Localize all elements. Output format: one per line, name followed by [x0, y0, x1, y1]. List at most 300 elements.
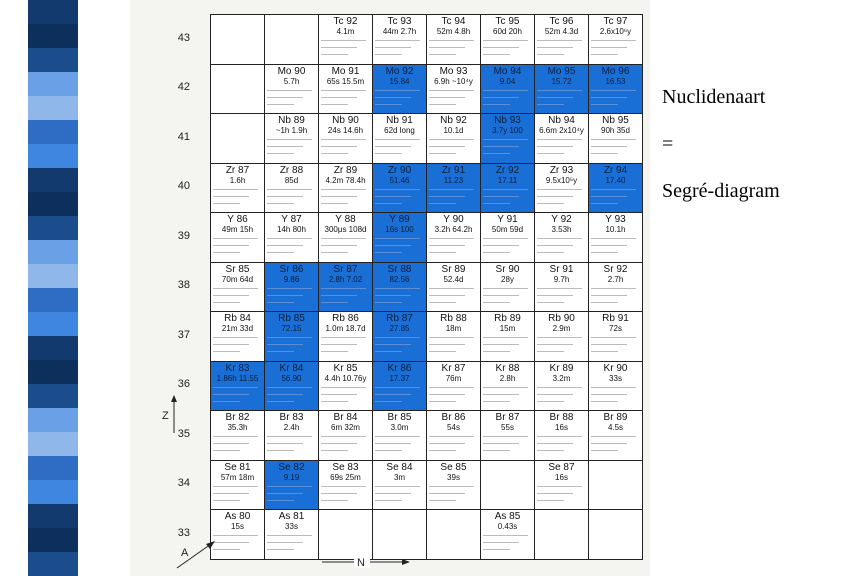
nuclide-cell	[426, 212, 481, 263]
decay-info-line	[213, 542, 249, 543]
nuclide-half-life: 6m 32m	[331, 423, 360, 432]
decay-info-line	[483, 196, 519, 197]
stripe-segment	[28, 144, 78, 168]
nuclide-cell	[372, 113, 427, 164]
nuclide-cell	[318, 361, 373, 412]
decay-info-line	[213, 302, 240, 303]
nuclide-cell	[210, 509, 265, 560]
nuclide-symbol: Y 87	[281, 214, 302, 225]
decay-info-line	[429, 238, 474, 239]
nuclide-half-life: 2.4h	[283, 423, 300, 432]
caption-equals: =	[662, 133, 674, 155]
nuclide-cell	[210, 262, 265, 313]
nuclide-cell	[534, 262, 589, 313]
decay-info-line	[267, 493, 303, 494]
decay-info-line	[591, 252, 618, 253]
decay-info-line	[591, 387, 636, 388]
nuclide-half-life: 72s	[609, 324, 622, 333]
decay-info-line	[537, 387, 582, 388]
decay-info-line	[591, 47, 627, 48]
nuclide-cell	[480, 113, 535, 164]
decay-info-line	[267, 486, 312, 487]
nuclide-half-life: 33s	[285, 522, 298, 531]
nuclide-half-life: 9.19	[283, 472, 300, 482]
decay-info-line	[483, 443, 519, 444]
decay-info-line	[537, 337, 582, 338]
stripe-segment	[28, 120, 78, 144]
nuclide-symbol: Sr 92	[603, 263, 628, 275]
decay-info-line	[429, 104, 456, 105]
decay-info-line	[267, 189, 312, 190]
decay-info-line	[213, 535, 258, 536]
nuclide-cell	[264, 113, 319, 164]
decay-info-line	[267, 535, 312, 536]
decay-info-line	[321, 387, 366, 388]
nuclide-symbol: Rb 90	[548, 313, 575, 324]
decay-info-line	[537, 493, 573, 494]
decay-info-line	[537, 54, 564, 55]
nuclide-symbol: Zr 88	[279, 164, 304, 176]
nuclide-cell	[318, 460, 373, 511]
nuclide-symbol: As 80	[224, 511, 251, 522]
decay-info-line	[375, 344, 411, 345]
nuclide-cell	[372, 361, 427, 412]
decay-info-line	[483, 203, 510, 204]
decay-info-line	[375, 351, 402, 352]
nuclide-half-life: 60d 20h	[493, 27, 522, 36]
nuclide-symbol: Zr 87	[225, 164, 250, 176]
decay-info-line	[483, 54, 510, 55]
decay-info-line	[213, 196, 249, 197]
nuclide-half-life: 35.3h	[227, 423, 248, 432]
nuclide-half-life: 65s 15.5m	[326, 76, 365, 86]
decay-info-line	[321, 104, 348, 105]
decay-info-line	[429, 295, 465, 296]
a-axis-label: A	[181, 547, 189, 559]
nuclide-cell	[426, 113, 481, 164]
decay-info-line	[429, 40, 474, 41]
nuclide-symbol: Kr 85	[333, 362, 358, 374]
decay-info-line	[483, 245, 519, 246]
nuclide-cell	[372, 212, 427, 263]
decay-info-line	[591, 153, 618, 154]
nuclide-symbol: Zr 94	[603, 164, 628, 176]
nuclide-half-life: 3m	[393, 472, 406, 482]
stripe-segment	[28, 288, 78, 312]
nuclide-symbol: Y 91	[497, 214, 518, 225]
stripe-segment	[28, 408, 78, 432]
decay-info-line	[321, 493, 357, 494]
decay-info-line	[213, 252, 240, 253]
decay-info-line	[537, 238, 582, 239]
nuclide-half-life: 2.6x10⁶y	[599, 27, 632, 36]
decay-info-line	[321, 153, 348, 154]
decay-info-line	[537, 450, 564, 451]
nuclide-cell	[318, 311, 373, 362]
nuclide-symbol: Sr 91	[549, 263, 574, 275]
nuclide-symbol: Se 82	[278, 461, 305, 473]
nuclide-half-life: 52.4d	[443, 274, 464, 284]
nuclide-symbol: Nb 95	[602, 115, 629, 126]
decay-info-line	[375, 245, 411, 246]
decay-info-line	[375, 493, 411, 494]
nuclide-cell	[480, 163, 535, 214]
decay-info-line	[429, 245, 465, 246]
decay-info-line	[321, 344, 357, 345]
nuclide-half-life: 76m	[445, 373, 462, 383]
caption-title: Nuclidenaart	[662, 86, 766, 108]
decay-info-line	[213, 443, 249, 444]
nuclide-cell	[426, 410, 481, 461]
decay-info-line	[429, 486, 474, 487]
decay-info-line	[321, 337, 366, 338]
nuclide-cell	[372, 460, 427, 511]
nuclide-symbol: Kr 86	[387, 362, 412, 374]
decay-info-line	[321, 302, 348, 303]
nuclide-cell	[426, 262, 481, 313]
nuclide-half-life: ~1h 1.9h	[275, 126, 308, 135]
nuclide-cell	[426, 163, 481, 214]
decay-info-line	[375, 90, 420, 91]
nuclide-cell	[318, 14, 373, 65]
nuclide-cell	[318, 212, 373, 263]
decay-info-line	[213, 344, 249, 345]
decay-info-line	[537, 104, 564, 105]
decay-info-line	[537, 196, 573, 197]
nuclide-symbol: Nb 91	[386, 115, 413, 126]
decay-info-line	[537, 288, 582, 289]
nuclide-symbol: Nb 94	[548, 115, 575, 126]
decay-info-line	[483, 189, 528, 190]
nuclide-half-life: 9.7h	[553, 274, 570, 284]
decay-info-line	[267, 549, 294, 550]
nuclide-half-life: 11.23	[443, 175, 464, 185]
decay-info-line	[321, 486, 366, 487]
nuclide-cell	[426, 361, 481, 412]
decay-info-line	[321, 401, 348, 402]
nuclide-cell	[318, 163, 373, 214]
nuclide-half-life: 85d	[284, 175, 299, 185]
decay-info-line	[213, 394, 249, 395]
nuclide-cell	[534, 361, 589, 412]
nuclide-half-life: 0.43s	[497, 522, 518, 531]
nuclide-cell	[480, 64, 535, 115]
nuclide-half-life: 52m 4.3d	[544, 27, 579, 36]
decay-info-line	[591, 139, 636, 140]
nuclide-symbol: Mo 91	[331, 65, 360, 77]
nuclide-cell	[480, 410, 535, 461]
decay-info-line	[591, 436, 636, 437]
decay-info-line	[591, 295, 627, 296]
stripe-segment	[28, 504, 78, 528]
z-tick-label: 39	[177, 229, 190, 242]
z-tick-label: 35	[177, 427, 190, 440]
decay-info-line	[267, 443, 303, 444]
n-axis-label: N	[357, 557, 365, 569]
nuclide-symbol: Se 85	[440, 461, 467, 473]
decay-info-line	[267, 238, 312, 239]
decay-info-line	[375, 146, 411, 147]
decay-info-line	[213, 401, 240, 402]
nuclide-half-life: 10.1d	[443, 126, 464, 135]
nuclide-cell	[264, 163, 319, 214]
nuclide-half-life: 17.37	[389, 373, 410, 383]
nuclide-half-life: 2.8h	[499, 373, 516, 383]
nuclide-half-life: 300μs 108d	[324, 225, 367, 234]
decay-info-line	[375, 288, 420, 289]
stripe-segment	[28, 552, 78, 576]
nuclide-cell	[318, 262, 373, 313]
z-axis-arrow	[160, 395, 180, 435]
nuclide-symbol: Nb 90	[332, 115, 359, 126]
nuclide-cell	[480, 509, 535, 560]
nuclide-symbol: Kr 87	[441, 362, 466, 374]
stripe-segment	[28, 192, 78, 216]
n-axis-arrow	[320, 552, 410, 570]
stripe-segment	[28, 96, 78, 120]
decay-info-line	[375, 238, 420, 239]
stripe-segment	[28, 480, 78, 504]
decay-info-line	[213, 238, 258, 239]
nuclide-half-life: 15m	[499, 324, 516, 333]
decay-info-line	[321, 196, 357, 197]
decay-info-line	[429, 401, 456, 402]
decay-info-line	[483, 97, 519, 98]
nuclide-half-life: 49m 15h	[221, 225, 254, 234]
decay-info-line	[429, 146, 465, 147]
decay-info-line	[375, 139, 420, 140]
decay-info-line	[591, 302, 618, 303]
nuclide-cell	[588, 410, 643, 461]
empty-cell	[210, 14, 265, 65]
decay-info-line	[375, 394, 411, 395]
nuclide-half-life: 6.6m 2x10⁴y	[539, 126, 584, 135]
decay-info-line	[321, 252, 348, 253]
decay-info-line	[267, 344, 303, 345]
decay-info-line	[267, 90, 312, 91]
decay-info-line	[375, 104, 402, 105]
decay-info-line	[483, 387, 528, 388]
decay-info-line	[375, 486, 420, 487]
decay-info-line	[483, 450, 510, 451]
decay-info-line	[375, 401, 402, 402]
decay-info-line	[483, 535, 528, 536]
nuclide-half-life: 3.0m	[390, 423, 409, 432]
decay-info-line	[483, 295, 519, 296]
nuclide-cell	[264, 460, 319, 511]
nuclide-symbol: Se 83	[332, 461, 359, 473]
decay-info-line	[429, 351, 456, 352]
decay-info-line	[483, 153, 510, 154]
decay-info-line	[375, 450, 402, 451]
decay-info-line	[375, 196, 411, 197]
decay-info-line	[213, 337, 258, 338]
decay-info-line	[375, 295, 411, 296]
decay-info-line	[267, 351, 294, 352]
stripe-segment	[28, 240, 78, 264]
nuclide-symbol: Br 88	[549, 412, 574, 423]
decay-info-line	[267, 436, 312, 437]
decay-info-line	[213, 245, 249, 246]
nuclide-cell	[210, 361, 265, 412]
decay-info-line	[429, 196, 465, 197]
nuclide-half-life: 9.5x10⁵y	[545, 175, 578, 185]
decay-info-line	[213, 387, 258, 388]
decay-info-line	[213, 351, 240, 352]
nuclide-cell	[264, 64, 319, 115]
empty-cell	[588, 460, 643, 511]
stripe-segment	[28, 0, 78, 24]
decay-info-line	[321, 139, 366, 140]
nuclide-cell	[372, 311, 427, 362]
nuclide-half-life: 90h 35d	[601, 126, 630, 135]
nuclide-half-life: 1.86h 11.55	[216, 373, 259, 383]
decay-info-line	[591, 146, 627, 147]
nuclide-half-life: 51.46	[389, 175, 410, 185]
decay-info-line	[321, 443, 357, 444]
decay-info-line	[537, 443, 573, 444]
decay-info-line	[483, 238, 528, 239]
nuclide-half-life: 2.9m	[552, 324, 571, 333]
decay-info-line	[321, 146, 357, 147]
decay-info-line	[591, 90, 636, 91]
nuclide-symbol: Mo 96	[601, 65, 630, 77]
nuclide-symbol: Nb 93	[494, 115, 521, 126]
decay-info-line	[375, 252, 402, 253]
decay-info-line	[537, 139, 582, 140]
nuclide-cell	[318, 410, 373, 461]
decay-info-line	[483, 47, 519, 48]
nuclide-half-life: 2.7h	[607, 274, 624, 284]
nuclide-symbol: Sr 89	[441, 263, 466, 275]
z-axis-label: Z	[162, 410, 169, 422]
nuclide-symbol: Rb 88	[440, 313, 467, 324]
nuclide-half-life: 4.4h 10.76y	[324, 373, 367, 383]
nuclide-symbol: Br 83	[279, 412, 304, 423]
decay-info-line	[321, 394, 357, 395]
decay-info-line	[483, 436, 528, 437]
decay-info-line	[267, 252, 294, 253]
nuclide-half-life: 15.84	[389, 76, 410, 86]
nuclide-half-life: 2.8h 7.02	[328, 274, 363, 284]
stripe-segment	[28, 72, 78, 96]
decay-info-line	[591, 401, 618, 402]
decay-info-line	[213, 549, 240, 550]
nuclide-symbol: Mo 95	[547, 65, 576, 77]
decay-info-line	[429, 90, 474, 91]
decay-info-line	[483, 549, 510, 550]
nuclide-cell	[588, 163, 643, 214]
decay-info-line	[321, 40, 366, 41]
decay-info-line	[483, 146, 519, 147]
nuclide-half-life: 52m 4.8h	[436, 27, 471, 36]
nuclide-symbol: Tc 96	[549, 16, 574, 27]
decay-info-line	[537, 351, 564, 352]
nuclide-cell	[264, 509, 319, 560]
nuclide-cell	[372, 163, 427, 214]
nuclide-symbol: Y 86	[227, 214, 248, 225]
decay-info-line	[321, 245, 357, 246]
nuclide-cell	[588, 212, 643, 263]
decay-info-line	[321, 500, 348, 501]
z-tick-label: 36	[177, 378, 190, 391]
decay-info-line	[537, 153, 564, 154]
decay-info-line	[321, 450, 348, 451]
nuclide-half-life: 16s	[555, 423, 568, 432]
decay-info-line	[537, 47, 573, 48]
decay-info-line	[537, 295, 573, 296]
nuclide-cell	[534, 460, 589, 511]
nuclide-cell	[318, 64, 373, 115]
decay-info-line	[591, 344, 627, 345]
stripe-segment	[28, 384, 78, 408]
z-tick-label: 37	[177, 328, 190, 341]
nuclide-half-life: 9.86	[283, 274, 300, 284]
nuclide-half-life: 4.2m 78.4h	[325, 175, 366, 185]
caption-subtitle: Segré-diagram	[662, 180, 780, 202]
nuclide-half-life: 1.0m 18.7d	[325, 324, 366, 333]
decay-info-line	[591, 54, 618, 55]
nuclide-half-life: 56.90	[281, 373, 302, 383]
nuclide-symbol: Kr 90	[603, 362, 628, 374]
decay-info-line	[537, 401, 564, 402]
decay-info-line	[429, 436, 474, 437]
nuclide-symbol: Zr 89	[333, 164, 358, 176]
nuclide-half-life: 3.2h 64.2h	[434, 225, 473, 234]
decay-info-line	[591, 189, 636, 190]
decay-info-line	[429, 443, 465, 444]
nuclide-half-life: 70m 64d	[221, 274, 254, 284]
decay-info-line	[429, 203, 456, 204]
nuclide-symbol: Nb 89	[278, 115, 305, 126]
nuclide-symbol: Y 89	[389, 214, 410, 225]
decay-info-line	[429, 47, 465, 48]
z-tick-label: 43	[177, 31, 190, 44]
decay-info-line	[267, 288, 312, 289]
decay-info-line	[429, 54, 456, 55]
nuclide-half-life: 62d long	[384, 126, 415, 135]
decay-info-line	[429, 153, 456, 154]
nuclide-half-life: 33s	[609, 373, 622, 383]
z-tick-label: 34	[177, 477, 190, 490]
nuclide-symbol: Sr 85	[225, 263, 250, 275]
stripe-segment	[28, 336, 78, 360]
decay-info-line	[429, 493, 465, 494]
empty-cell	[480, 460, 535, 511]
nuclide-cell	[588, 14, 643, 65]
nuclide-half-life: 69s 25m	[330, 472, 361, 482]
nuclide-cell	[534, 64, 589, 115]
nuclide-symbol: Mo 92	[385, 65, 414, 77]
nuclide-symbol: Zr 91	[441, 164, 466, 176]
nuclide-symbol: Rb 85	[278, 313, 305, 324]
decay-info-line	[213, 203, 240, 204]
decay-info-line	[429, 500, 456, 501]
nuclide-symbol: Tc 92	[333, 16, 358, 27]
nuclide-half-life: 3.53h	[551, 225, 572, 234]
decay-info-line	[429, 302, 456, 303]
nuclide-symbol: Br 82	[225, 412, 250, 423]
decay-info-line	[375, 436, 420, 437]
nuclide-symbol: Rb 89	[494, 313, 521, 324]
nuclide-cell	[318, 113, 373, 164]
nuclide-half-life: 6.9h ~10⁴y	[434, 76, 473, 86]
decay-info-line	[321, 189, 366, 190]
decay-info-line	[267, 337, 312, 338]
nuclide-cell	[210, 163, 265, 214]
z-tick-label: 41	[177, 130, 190, 143]
decay-info-line	[375, 337, 420, 338]
